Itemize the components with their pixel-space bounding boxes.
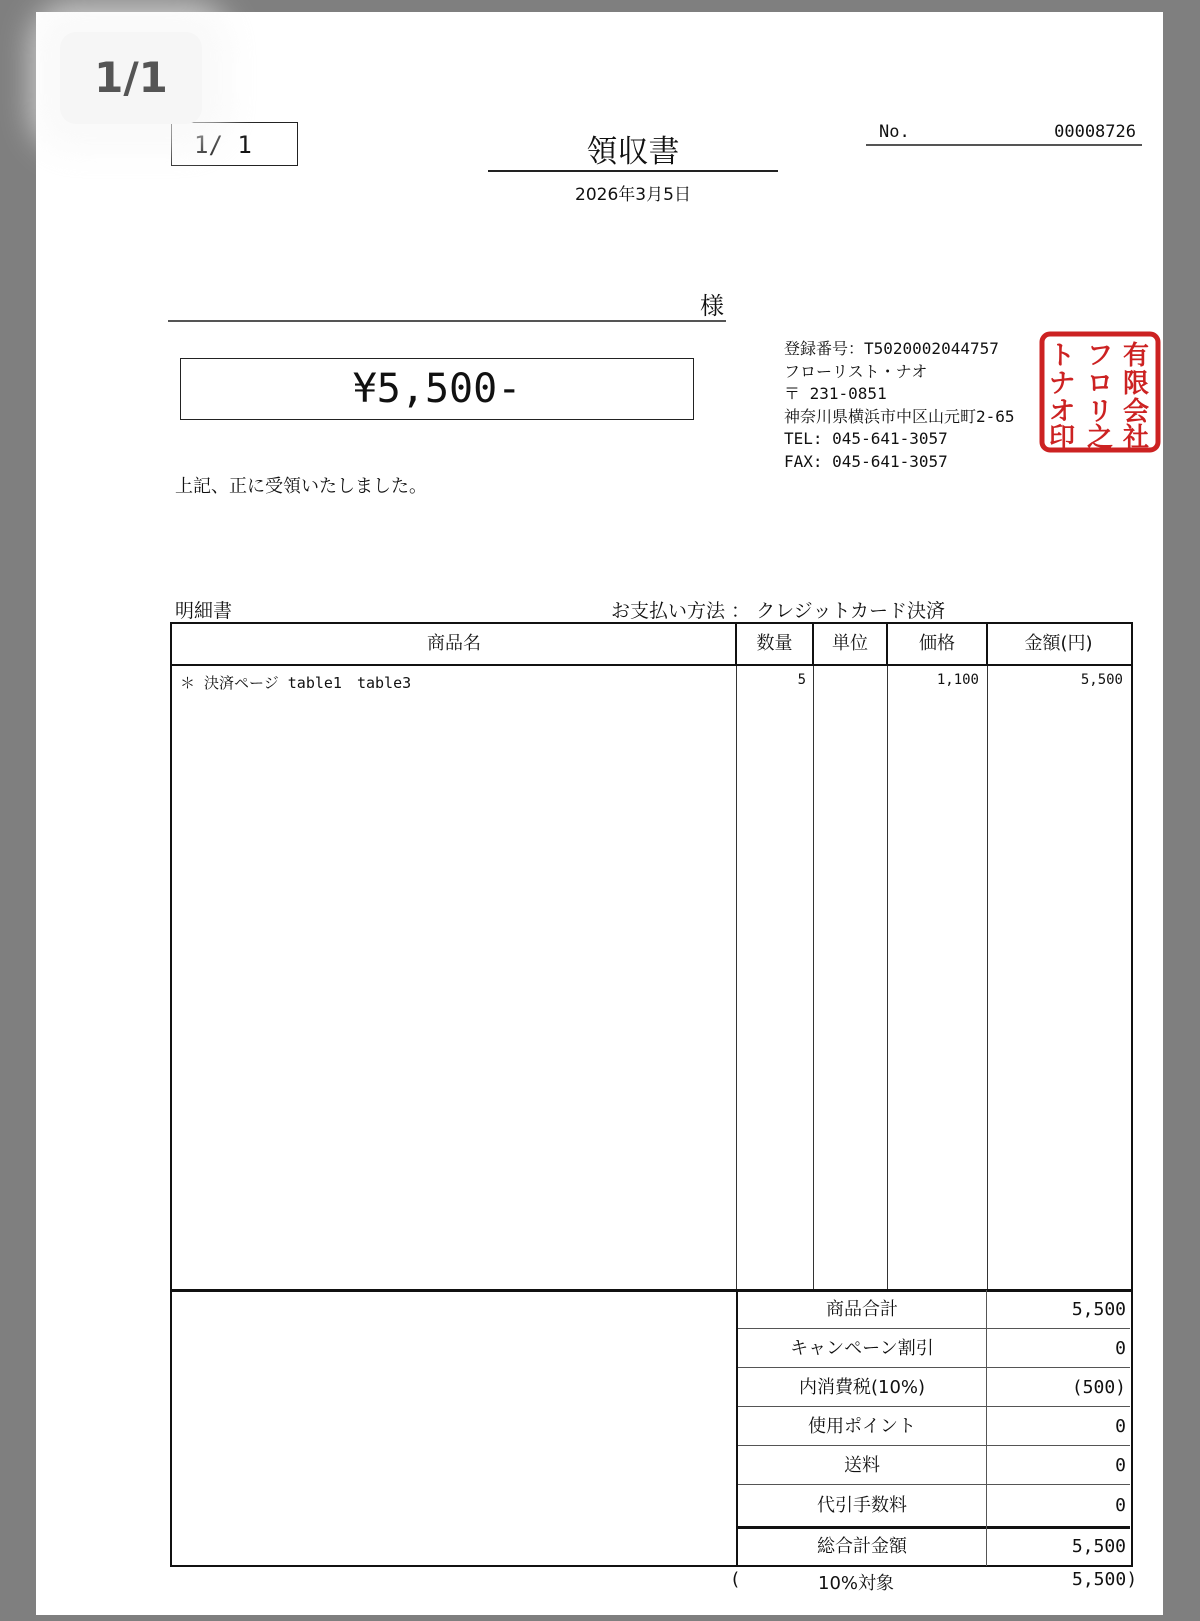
summary-block xyxy=(736,1290,1130,1566)
grand-total-row xyxy=(738,1528,1130,1566)
issuer-fax: FAX: 045-641-3057 xyxy=(784,451,948,471)
svg-text:印: 印 xyxy=(1048,423,1076,453)
payment-method: お支払い方法 ： クレジットカード決済 xyxy=(611,600,946,622)
receipt-number-underline xyxy=(866,144,1142,146)
header-amount: 金額(円) xyxy=(1024,633,1093,654)
summary-row xyxy=(738,1368,1130,1407)
column-divider xyxy=(987,666,988,1289)
svg-text:フ: フ xyxy=(1086,341,1114,371)
svg-text:ト: ト xyxy=(1048,341,1076,371)
summary-row xyxy=(738,1290,1130,1329)
receipt-number: 00008726 xyxy=(1054,122,1136,142)
issue-date: 2026年3月5日 xyxy=(575,185,691,205)
recipient-honorific: 様 xyxy=(700,292,724,320)
header-divider xyxy=(886,624,888,664)
title-underline xyxy=(488,170,778,172)
summary-value: 0 xyxy=(1115,1455,1126,1476)
summary-label: 送料 xyxy=(844,1455,880,1476)
summary-label: 代引手数料 xyxy=(817,1495,907,1516)
column-divider xyxy=(887,666,888,1289)
svg-text:会: 会 xyxy=(1122,397,1150,427)
company-seal-stamp xyxy=(1038,330,1162,454)
svg-text:之: 之 xyxy=(1086,423,1114,453)
issuer-address: 神奈川県横浜市中区山元町2-65 xyxy=(784,406,1015,426)
tax-open-paren: ( xyxy=(732,1569,740,1590)
summary-divider xyxy=(986,1290,987,1566)
issuer-name: フローリスト・ナオ xyxy=(784,361,928,381)
header-divider xyxy=(812,624,814,664)
line-item-amount: 5,500 xyxy=(1080,672,1123,688)
summary-label: キャンペーン割引 xyxy=(790,1338,934,1359)
tax-target-value: 5,500 xyxy=(1072,1569,1127,1590)
recipient-line xyxy=(168,320,726,322)
document-title: 領収書 xyxy=(586,134,680,170)
svg-text:限: 限 xyxy=(1122,369,1150,399)
summary-value: 0 xyxy=(1115,1495,1126,1516)
summary-value: 0 xyxy=(1115,1416,1126,1437)
summary-value: (500) xyxy=(1071,1377,1126,1398)
summary-value: 0 xyxy=(1115,1338,1126,1359)
page-number-box: 1/ 1 xyxy=(171,122,298,166)
svg-text:ロ: ロ xyxy=(1086,369,1114,399)
total-amount-box: ¥5,500- xyxy=(180,358,694,420)
grand-total-label: 総合計金額 xyxy=(817,1536,907,1557)
grand-total-value: 5,500 xyxy=(1071,1536,1126,1557)
issuer-tel: TEL: 045-641-3057 xyxy=(784,429,948,448)
summary-label: 使用ポイント xyxy=(808,1416,916,1437)
line-item-price: 1,100 xyxy=(936,672,979,688)
page-indicator-badge: 1/1 xyxy=(60,32,202,124)
summary-row xyxy=(738,1485,1130,1526)
registration-number: 登録番号：T5020002044757 xyxy=(784,339,999,358)
header-unit: 単位 xyxy=(832,633,868,654)
issuer-block xyxy=(784,338,1015,473)
column-divider xyxy=(813,666,814,1289)
details-heading: 明細書 xyxy=(175,600,233,622)
summary-value: 5,500 xyxy=(1071,1299,1126,1320)
receipt-page xyxy=(36,12,1163,1615)
svg-text:有: 有 xyxy=(1122,341,1150,371)
line-item-quantity: 5 xyxy=(797,672,806,688)
details-table xyxy=(170,622,1133,1567)
header-quantity: 数量 xyxy=(756,633,793,654)
line-item-name: ＊ 決済ページ table1 table3 xyxy=(180,674,412,692)
summary-row xyxy=(738,1446,1130,1485)
header-price: 価格 xyxy=(919,633,955,654)
tax-close-paren: ) xyxy=(1128,1569,1136,1590)
receipt-number-label: No. xyxy=(879,122,910,142)
svg-text:ナ: ナ xyxy=(1048,369,1076,399)
svg-text:リ: リ xyxy=(1086,397,1114,427)
summary-row xyxy=(738,1407,1130,1446)
header-divider xyxy=(986,624,988,664)
table-header xyxy=(172,624,1131,666)
summary-label: 内消費税(10%) xyxy=(798,1377,926,1398)
summary-label: 商品合計 xyxy=(826,1299,898,1320)
summary-row xyxy=(738,1329,1130,1368)
column-divider xyxy=(736,666,737,1289)
header-divider xyxy=(735,624,737,664)
tax-target-label: 10%対象 xyxy=(818,1573,895,1594)
svg-text:オ: オ xyxy=(1048,397,1076,427)
received-statement: 上記、正に受領いたしました。 xyxy=(175,476,427,497)
header-product-name: 商品名 xyxy=(427,633,481,654)
postal-code: 〒 231-0851 xyxy=(784,384,887,403)
svg-text:社: 社 xyxy=(1122,423,1150,453)
